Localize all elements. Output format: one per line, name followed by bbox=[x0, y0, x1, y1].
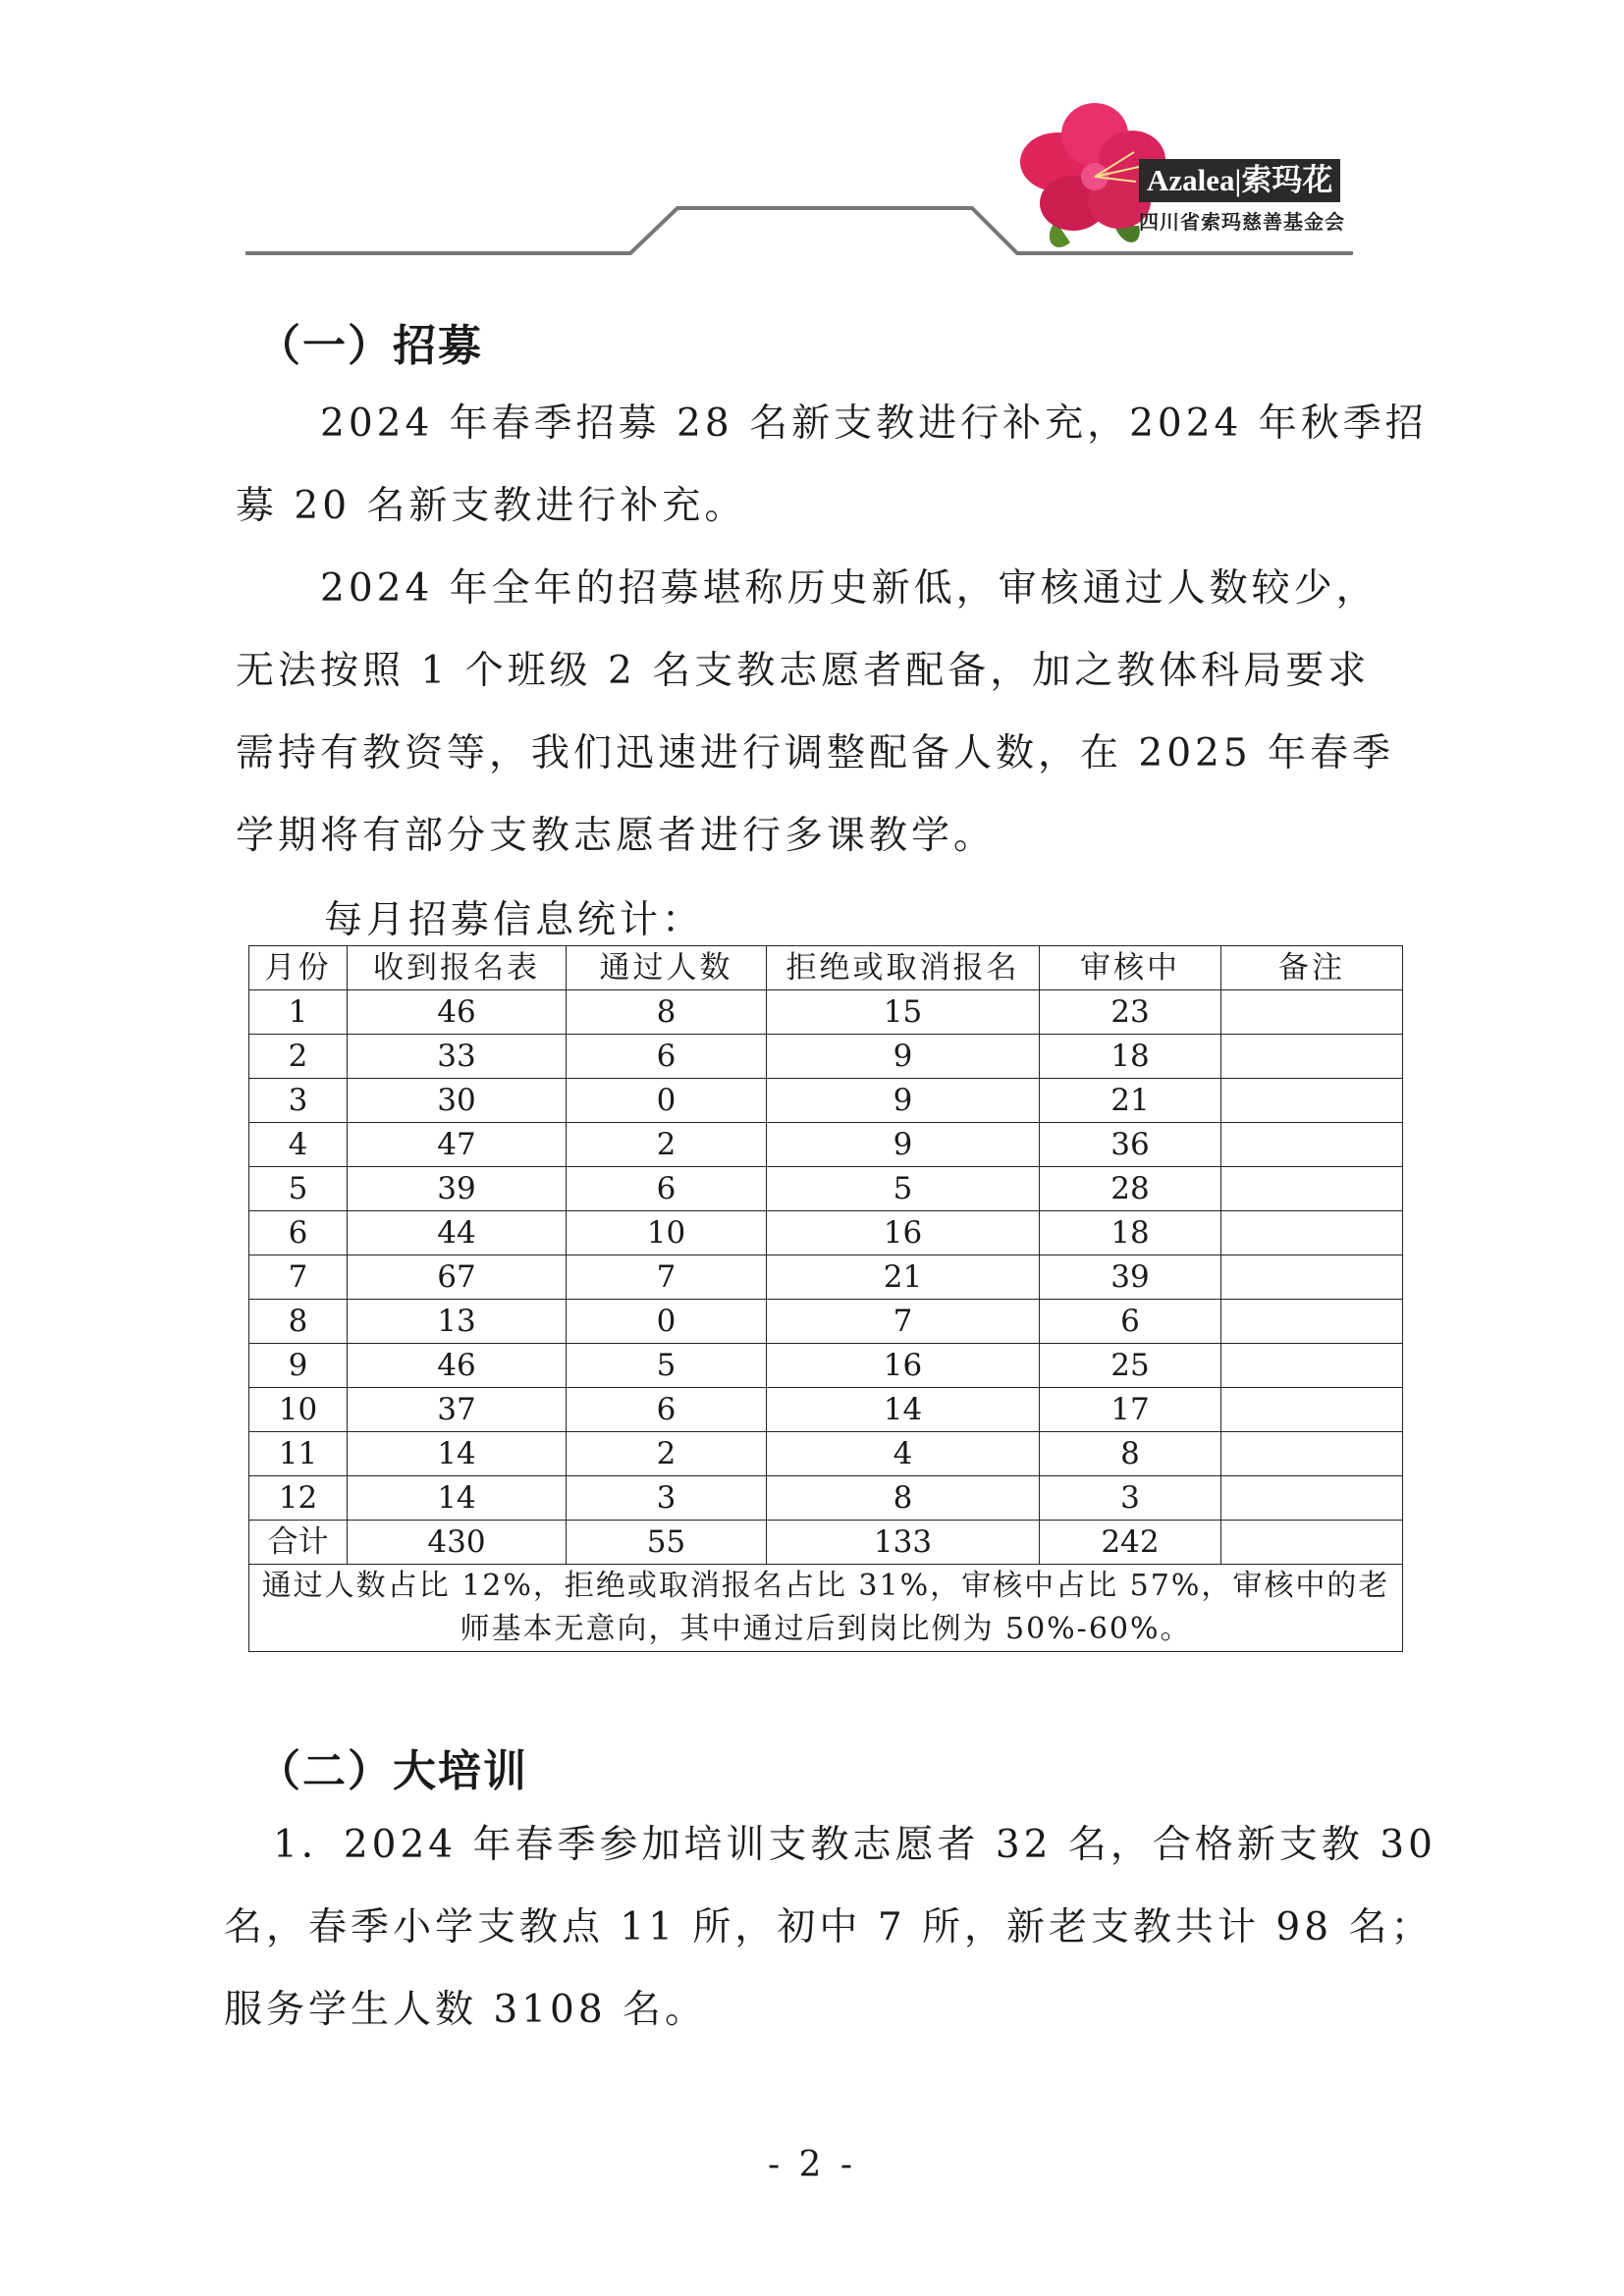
table-cell: 28 bbox=[1040, 1167, 1221, 1211]
table-note bbox=[249, 1565, 1403, 1652]
table-cell: 9 bbox=[767, 1079, 1040, 1123]
table-cell: 3 bbox=[1040, 1476, 1221, 1521]
table-cell: 9 bbox=[767, 1123, 1040, 1167]
page-number: - 2 - bbox=[767, 2145, 857, 2185]
paragraph-line: 1．2024 年春季参加培训支教志愿者 32 名，合格新支教 30 bbox=[273, 1823, 1436, 1867]
table-cell bbox=[1221, 1388, 1403, 1432]
table-cell: 7 bbox=[249, 1255, 348, 1300]
table-cell: 9 bbox=[249, 1344, 348, 1388]
table-row bbox=[249, 1079, 1403, 1123]
paragraph-line: 2024 年春季招募 28 名新支教进行补充，2024 年秋季招 bbox=[320, 401, 1428, 446]
table-cell: 18 bbox=[1040, 1035, 1221, 1079]
paragraph-line: 名，春季小学支教点 11 所，初中 7 所，新老支教共计 98 名； bbox=[224, 1905, 1434, 1949]
table-header-row bbox=[249, 946, 1403, 990]
table-cell: 16 bbox=[767, 1344, 1040, 1388]
table-cell: 8 bbox=[249, 1300, 348, 1344]
table-cell: 46 bbox=[348, 1344, 567, 1388]
table-cell bbox=[1221, 1079, 1403, 1123]
table-cell: 46 bbox=[348, 990, 567, 1035]
table-cell: 8 bbox=[1040, 1432, 1221, 1476]
table-cell bbox=[1221, 990, 1403, 1035]
table-cell: 14 bbox=[348, 1432, 567, 1476]
paragraph-recruitment-1 bbox=[236, 383, 1428, 548]
table-cell: 2 bbox=[249, 1035, 348, 1079]
table-row bbox=[249, 1211, 1403, 1255]
table-cell bbox=[1221, 1123, 1403, 1167]
column-header: 拒绝或取消报名 bbox=[767, 946, 1040, 990]
paragraph-line: 募 20 名新支教进行补充。 bbox=[236, 484, 747, 528]
table-row bbox=[249, 1123, 1403, 1167]
monthly-recruitment-table bbox=[248, 945, 1403, 1652]
table-cell: 10 bbox=[567, 1211, 767, 1255]
table-cell: 23 bbox=[1040, 990, 1221, 1035]
table-cell: 21 bbox=[767, 1255, 1040, 1300]
paragraph-line: 服务学生人数 3108 名。 bbox=[224, 1988, 708, 2032]
column-header: 收到报名表 bbox=[348, 946, 567, 990]
table-cell: 6 bbox=[567, 1388, 767, 1432]
table-cell: 9 bbox=[767, 1035, 1040, 1079]
table-cell: 39 bbox=[348, 1167, 567, 1211]
table-cell: 17 bbox=[1040, 1388, 1221, 1432]
table-row bbox=[249, 1300, 1403, 1344]
paragraph-line: 需持有教资等，我们迅速进行调整配备人数，在 2025 年春季 bbox=[236, 731, 1395, 775]
column-header: 备注 bbox=[1221, 946, 1403, 990]
table-cell: 14 bbox=[348, 1476, 567, 1521]
table-cell: 8 bbox=[767, 1476, 1040, 1521]
section-heading-training: （二）大培训 bbox=[257, 1746, 528, 1796]
table-cell bbox=[1221, 1476, 1403, 1521]
table-cell: 3 bbox=[249, 1079, 348, 1123]
table-cell: 36 bbox=[1040, 1123, 1221, 1167]
table-cell: 4 bbox=[767, 1432, 1040, 1476]
table-cell: 5 bbox=[249, 1167, 348, 1211]
table-cell: 5 bbox=[767, 1167, 1040, 1211]
table-note-line: 通过人数占比 12%，拒绝或取消报名占比 31%，审核中占比 57%，审核中的老 bbox=[261, 1569, 1390, 1603]
table-cell: 25 bbox=[1040, 1344, 1221, 1388]
table-cell bbox=[1221, 1344, 1403, 1388]
table-cell: 合计 bbox=[249, 1521, 348, 1565]
paragraph-recruitment-2 bbox=[236, 548, 1394, 878]
table-cell: 16 bbox=[767, 1211, 1040, 1255]
table-cell: 6 bbox=[1040, 1300, 1221, 1344]
table-cell bbox=[1221, 1300, 1403, 1344]
section-heading-recruitment: （一）招募 bbox=[257, 321, 483, 371]
table-cell: 2 bbox=[567, 1432, 767, 1476]
table-cell: 55 bbox=[567, 1521, 767, 1565]
table-row bbox=[249, 1035, 1403, 1079]
table-cell: 10 bbox=[249, 1388, 348, 1432]
table-body bbox=[249, 990, 1403, 1565]
table-caption: 每月招募信息统计： bbox=[324, 898, 705, 942]
table-cell: 33 bbox=[348, 1035, 567, 1079]
table-row bbox=[249, 1476, 1403, 1521]
table-cell bbox=[1221, 1432, 1403, 1476]
paragraph-line: 学期将有部分支教志愿者进行多课教学。 bbox=[236, 814, 997, 858]
paragraph-training-1 bbox=[224, 1804, 1436, 2052]
table-row bbox=[249, 1388, 1403, 1432]
table-cell: 4 bbox=[249, 1123, 348, 1167]
table-cell: 8 bbox=[567, 990, 767, 1035]
table-cell: 7 bbox=[767, 1300, 1040, 1344]
azalea-flower-icon bbox=[0, 0, 1624, 265]
table-row bbox=[249, 1255, 1403, 1300]
table-cell: 5 bbox=[567, 1344, 767, 1388]
table-cell bbox=[1221, 1211, 1403, 1255]
table-cell: 37 bbox=[348, 1388, 567, 1432]
table-cell: 12 bbox=[249, 1476, 348, 1521]
table-cell: 0 bbox=[567, 1300, 767, 1344]
logo-name: Azalea|索玛花 bbox=[1139, 159, 1340, 202]
logo-org-name: 四川省索玛慈善基金会 bbox=[1139, 210, 1345, 234]
table-cell: 1 bbox=[249, 990, 348, 1035]
table-cell: 14 bbox=[767, 1388, 1040, 1432]
table-row bbox=[249, 990, 1403, 1035]
table-cell bbox=[1221, 1521, 1403, 1565]
table-note-row bbox=[249, 1565, 1403, 1652]
table-note-line: 师基本无意向，其中通过后到岗比例为 50%-60%。 bbox=[460, 1612, 1192, 1646]
table-row bbox=[249, 1167, 1403, 1211]
page-header bbox=[0, 0, 1624, 265]
table-cell: 3 bbox=[567, 1476, 767, 1521]
table-row bbox=[249, 1521, 1403, 1565]
table-cell: 15 bbox=[767, 990, 1040, 1035]
table-row bbox=[249, 1344, 1403, 1388]
table-cell: 242 bbox=[1040, 1521, 1221, 1565]
table-cell: 2 bbox=[567, 1123, 767, 1167]
table-row bbox=[249, 1432, 1403, 1476]
table-cell bbox=[1221, 1035, 1403, 1079]
table-cell: 44 bbox=[348, 1211, 567, 1255]
paragraph-line: 2024 年全年的招募堪称历史新低，审核通过人数较少， bbox=[320, 566, 1379, 611]
table-cell: 67 bbox=[348, 1255, 567, 1300]
table-cell: 11 bbox=[249, 1432, 348, 1476]
column-header: 通过人数 bbox=[567, 946, 767, 990]
table-cell: 6 bbox=[249, 1211, 348, 1255]
table-cell: 13 bbox=[348, 1300, 567, 1344]
table-cell: 21 bbox=[1040, 1079, 1221, 1123]
column-header: 月份 bbox=[249, 946, 348, 990]
table-cell: 0 bbox=[567, 1079, 767, 1123]
column-header: 审核中 bbox=[1040, 946, 1221, 990]
table-cell: 18 bbox=[1040, 1211, 1221, 1255]
table-cell bbox=[1221, 1255, 1403, 1300]
table-cell: 47 bbox=[348, 1123, 567, 1167]
paragraph-line: 无法按照 1 个班级 2 名支教志愿者配备，加之教体科局要求 bbox=[236, 649, 1371, 693]
table-cell: 7 bbox=[567, 1255, 767, 1300]
table-cell: 6 bbox=[567, 1167, 767, 1211]
table-cell: 39 bbox=[1040, 1255, 1221, 1300]
table-cell bbox=[1221, 1167, 1403, 1211]
table-cell: 133 bbox=[767, 1521, 1040, 1565]
table-cell: 30 bbox=[348, 1079, 567, 1123]
table-cell: 430 bbox=[348, 1521, 567, 1565]
table-cell: 6 bbox=[567, 1035, 767, 1079]
